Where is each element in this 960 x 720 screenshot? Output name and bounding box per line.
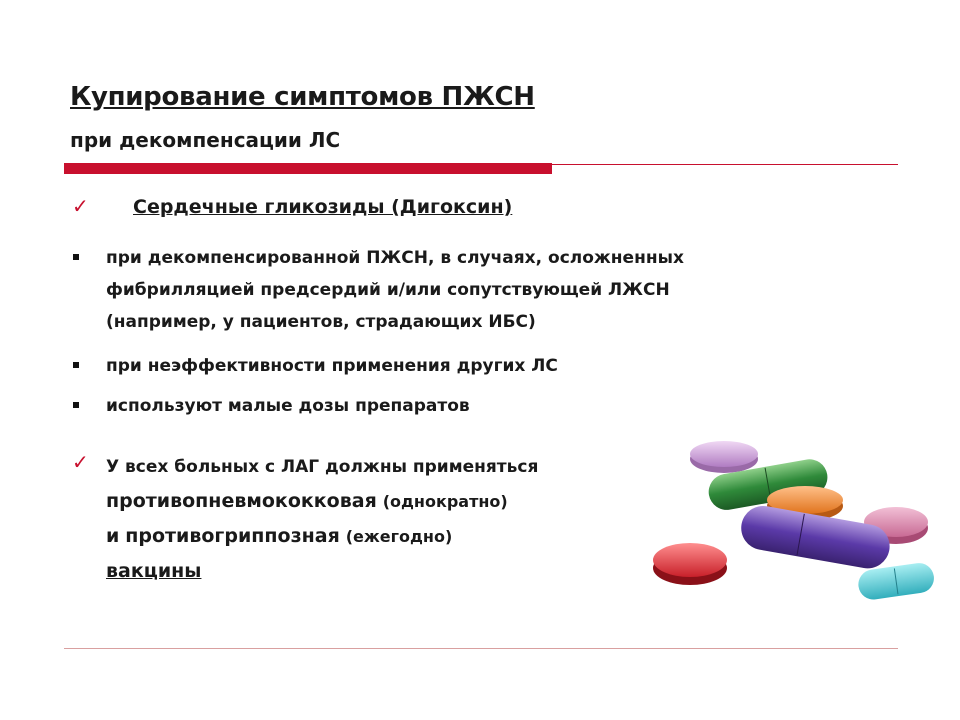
bullet-icon: [73, 254, 79, 260]
vaccine-line-4: вакцины: [106, 560, 202, 582]
list-item: [106, 390, 470, 422]
list-item-line: при декомпенсированной ПЖСН, в случаях, осложненных: [106, 248, 684, 268]
vaccine-line-3: и противогриппозная (ежегодно): [106, 525, 453, 547]
title-divider-line: [552, 164, 898, 165]
checkmark-icon: ✓: [72, 194, 89, 218]
bullet-icon: [73, 402, 79, 408]
red-tablet: [653, 543, 727, 577]
checkmark-icon: ✓: [72, 450, 89, 474]
list-item-line: (например, у пациентов, страдающих ИБС): [106, 312, 536, 332]
title-accent-bar: [64, 163, 552, 174]
bullet-icon: [73, 362, 79, 368]
list-item: [106, 242, 684, 338]
lilac-tablet: [690, 441, 758, 467]
vaccine-paragraph: [106, 450, 538, 589]
pills-image: [640, 430, 950, 620]
list-item: [106, 350, 558, 382]
footer-divider: [64, 648, 898, 649]
slide-title: Купирование симптомов ПЖСН: [70, 82, 535, 112]
list-item-line: фибрилляцией предсердий и/или сопутствующей ЛЖСН: [106, 280, 670, 300]
slide-subtitle: при декомпенсации ЛС: [70, 128, 341, 152]
list-item-line: при неэффективности применения других ЛС: [106, 356, 558, 376]
section-heading: Сердечные гликозиды (Дигоксин): [133, 196, 513, 218]
vaccine-line-2: противопневмококковая (однократно): [106, 490, 508, 512]
vaccine-line-1: У всех больных с ЛАГ должны применяться: [106, 457, 539, 477]
list-item-line: используют малые дозы препаратов: [106, 396, 470, 416]
